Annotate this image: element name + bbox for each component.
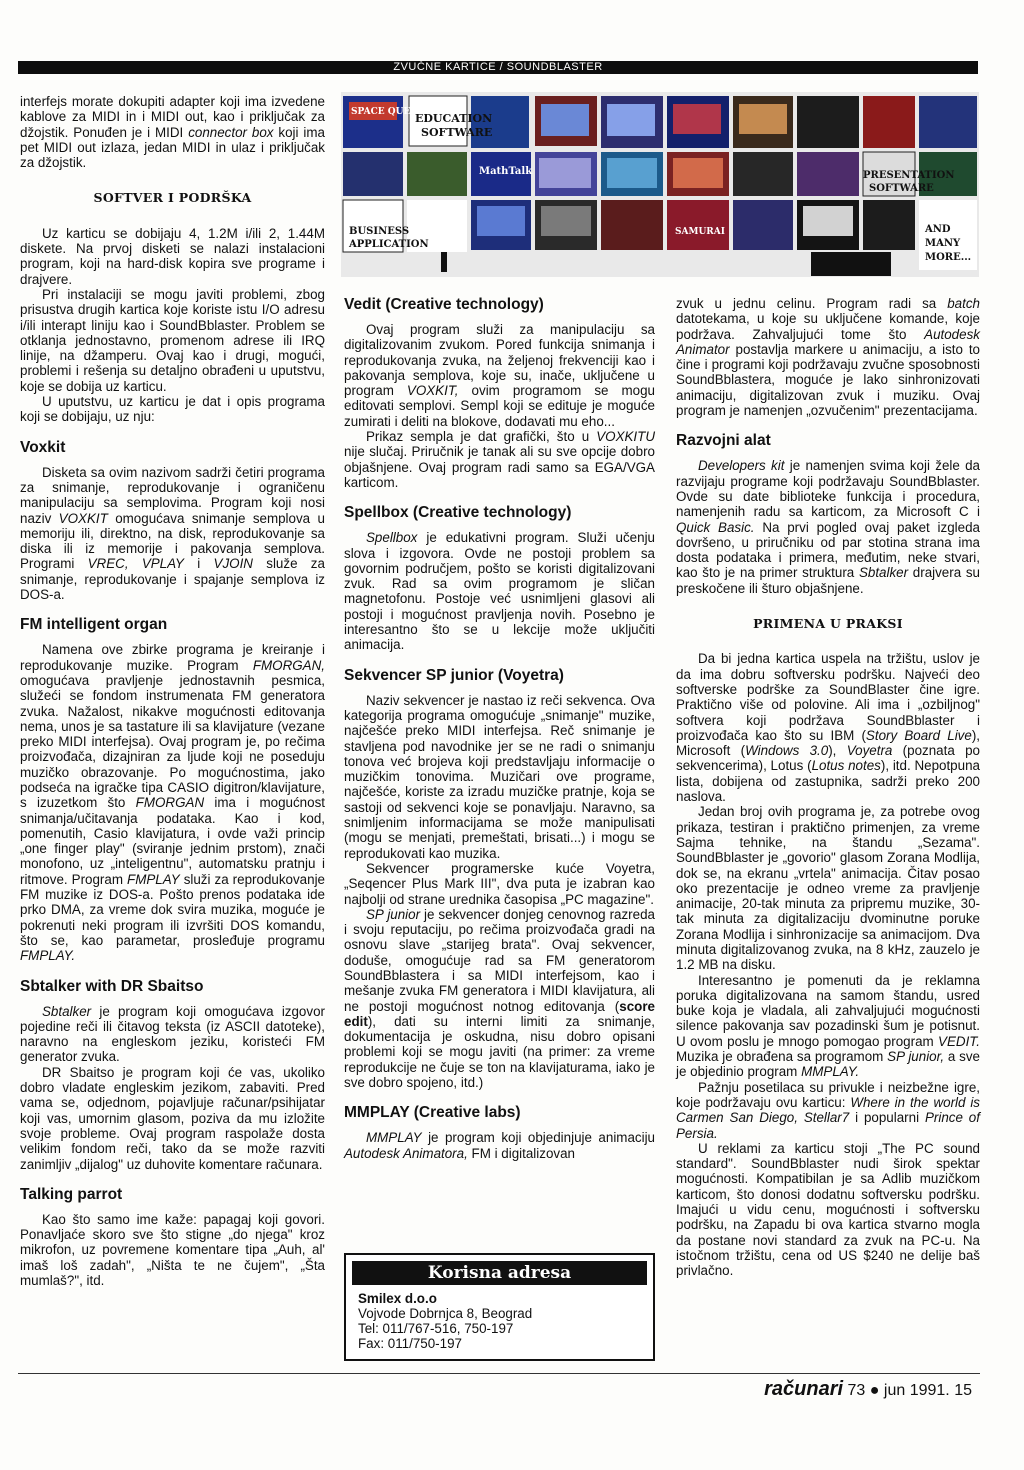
- paragraph: Uz karticu se dobijaju 4, 1.2M i/ili 2, 1.44M diskete. Na prvoj disketi se nalazi instalacioni program, koji na hard-disk kopira sve programe i drajvere.: [20, 225, 325, 287]
- section-heading-primena: PRIMENA U PRAKSI: [753, 616, 903, 632]
- collage-label-and-2: MANY: [925, 238, 961, 249]
- section-heading-softver: SOFTVER I PODRŠKA: [93, 190, 252, 206]
- column-2: [344, 296, 655, 1161]
- column-1: [20, 94, 325, 1288]
- collage-label-education-2: SOFTWARE: [421, 126, 493, 139]
- collage-label-presentation-1: PRESENTATION: [863, 170, 955, 181]
- collage-box-space-quest: SPACE QUEST: [351, 107, 424, 117]
- paragraph: interfejs morate dokupiti adapter koji ima izvedene kablove za MIDI in i MIDI out, kao i priključak za džojstik. Ponuđen je i MIDI connector box koji ima pet MIDI out izlaza, jedan MIDI in ulaz i priključak za džojstik.: [20, 94, 325, 171]
- heading-sekvencer: Sekvencer SP junior (Voyetra): [344, 666, 564, 684]
- address-box: [344, 1253, 655, 1361]
- footer-rule: [18, 1373, 980, 1374]
- collage-box-samurai: SAMURAI: [675, 227, 725, 237]
- paragraph: Developers kit je namenjen svima koji žele da razvijaju programe koji podržavaju SoundBblaster. Ovde su date biblioteke funkcija i procedura, namenjenih radu sa karticom, za Microsoft C i Quick Basic. Na prvi pogled ovaj paket izgleda dovršeno, u priručniku od par stotina strana ima dosta podataka i primera, međutim, neke stvari, kao što je na primer struktura Sbtalker drajvera su preskočene ili šturo objašnjene.: [676, 458, 981, 596]
- paragraph: Namena ove zbirke programa je kreiranje i reprodukovanje muzike. Program FMORGAN, omogućava pravljenje jednostavnih pesmica, služeći se fondom instrumenata FM generatora zvuka. Nažalost, nikakve mogućnosti editovanja nema, unos je sa tastature ili sa klavijature (vezane preko MIDI interfejsa). Ovaj program je, po rečima proizvođača, dizajniran za ljude koji ne poseduju muzičko obrazovanje. Po mogućnostima, jako podseća na igračke tipa CASIO digitron/klavijature, s izuzetkom što FMORGAN ima i mogućnost snimanja/učitavanja podataka. Kao i kod, pomenutih, Casio klavijatura, i ovde važi princip „one finger play" (sviranje jednim prstom), znači monofono, uz „inteligentnu", automatsku pratnju i ritmove. Program FMPLAY služi za reprodukovanje FM muzike iz DOS-a. Pošto prenos podataka ide prko DMA, za vreme dok svira muzika, moguće je pokrenuti neki program ili izvršiti DOS komandu, što se, kao parametar, prosleđuje programu FMPLAY.: [20, 642, 325, 964]
- collage-box-mathtalk: MathTalk: [479, 166, 533, 177]
- paragraph: U uputstvu, uz karticu je dat i opis programa koji se dobijaju, uz nju:: [20, 394, 325, 425]
- paragraph: Jedan broj ovih programa je, za potrebe ovog prikaza, testiran i praktično primenjen, za vreme Sajma tehnike, na štandu „Sezama". SoundBblaster je „govorio" glasom Zorana Modlija, dok se, na ekranu „vrtela" animacija. Čitav posao oko prezentacije je odneo vreme za pravljenje animacije, 20-tak minuta za pripremu muzike, 30-tak minuta za digitalizaciju dvominutne poruke Zorana Modlija i sinhronizacije sa animacijom. Dva minuta digitalizovanog zvuka, na 8 kHz, zauzelo je 1.2 MB na disku.: [676, 804, 980, 973]
- collage-image: [341, 92, 979, 277]
- paragraph: Pažnju posetilaca su privukle i neizbežne igre, koje podržavaju ovu karticu: Where in the world is Carmen San Diego, Stellar7 i popularni Prince of Persia.: [676, 1079, 980, 1141]
- collage-label-business-2: APPLICATION: [349, 239, 429, 250]
- company-name: Smilex d.o.o: [358, 1291, 437, 1306]
- heading-razvojni-alat: Razvojni alat: [676, 432, 771, 450]
- paragraph: Spellbox je edukativni program. Služi učenju slova i izgovora. Ovde ne postoji problem sa govornim područjem, pošto se koristi digitalizovani zvuk. Rad sa ovim programom je sličan magnetofonu. Postoje već usnimljeni glasovi ali postoji i mogućnost pravljenja novih. Posebno je interesantno što se u lekcije može uključiti animacija.: [344, 530, 655, 653]
- paragraph: Interesantno je pomenuti da je reklamna poruka digitalizovana na samom štandu, usred buke koja je vladala, ali zahvaljujući mogućnosti silence pakovanja sav pozadinski šum je potisnut. U ovom poslu je mnogo pomogao program VEDIT. Muzika je obrađena sa programom SP junior, a sve je objedinio program MMPLAY.: [676, 972, 980, 1080]
- heading-voxkit: Voxkit: [20, 438, 66, 456]
- paragraph: U reklami za karticu stoji „The PC sound standard". SoundBblaster nudi širok spektar mogućnosti. Kompatibilan je sa Adlib muzičkom karticom, što donosi dodatnu softversku podršku. Imajući u vidu cenu, mogućnosti i softversku podršku, na Zapadu bi ova kartica stvarno mogla da postane novi standard za zvuk na PC-u. Na istočnom tržištu, cena od US $240 ne delije baš privlačno.: [676, 1140, 980, 1279]
- telephone: Tel: 011/767-516, 750-197: [358, 1321, 514, 1336]
- paragraph: Pri instalaciji se mogu javiti problemi, zbog prisustva drugih kartica koje koriste istu I/O adresu i/ili interapt liniju kao i SoundBblaster. Problem se otklanja jednostavno, promenom adrese ili IRQ linije, na džamperu. Ovaj kao i drugi, mogući, problemi i rešenja su detaljno obrađeni u uputstvu, koje se dobija uz karticu.: [20, 286, 325, 394]
- paragraph: Disketa sa ovim nazivom sadrži četiri programa za snimanje, reprodukovanje i ograničenu manipulaciju sa semplovima. Program koji nosi naziv VOXKIT omogućava snimanje semplova u memoriju ili, direktno, na disk, reprodukovanje sa diska ili iz memorije i pakovanja semplova. Programi VREC, VPLAY i VJOIN služe za snimanje, reprodukovanje i spajanje semplova iz DOS-a.: [20, 464, 325, 603]
- paragraph: SP junior je sekvencer donjeg cenovnog razreda i svoju reputaciju, po rečima proizvođača gradi na osnovu slave „starijeg brata". Ovaj sekvencer, doduše, omogućuje rad sa FM generatorom SoundBblastera i sa MIDI interfejsom, kao i mešanje zvuka FM generatora i MIDI klavijatura, ali ne postoji mogućnost notnog editovanja (score edit), dati su interni limiti za snimanje, dokumentacija je oskudna, nisu dobro opisani problemi koji se mogu javiti (na primer: za vreme reprodukcije ne čuje se ton na klavijaturama, iako je sve dobro spojeno, itd.): [344, 906, 655, 1091]
- section-title: ZVUČNE KARTICE / SOUNDBLASTER: [393, 61, 603, 73]
- paragraph: Sekvencer programerske kuće Voyetra, „Seqencer Plus Mark III", dva puta je izabran kao najbolji od strane urednika časopisa „PC magazine".: [344, 860, 655, 907]
- collage-label-and-3: MORE...: [925, 252, 972, 263]
- paragraph: zvuk u jednu celinu. Program radi sa batch datotekama, u koje su uključene komande, koje podržava. Zahvaljujući tome što Autodesk Animator postavlja markere u animaciju, a isto to čine i programi koji podržavaju zvučne sposobnosti SoundBblastera, moguće je lako sinhronizovati animaciju, digitalizovan zvuk i muziku. Ovaj program je namenjen „ozvučenim" prezentacijama.: [676, 296, 980, 419]
- address-lines: [346, 1285, 653, 1351]
- column-3: [676, 296, 980, 1279]
- collage-label-business-1: BUSINESS: [349, 226, 410, 237]
- paragraph: Ovaj program služi za manipulaciju sa digitalizovanim zvukom. Pored funkcija snimanja i reprodukovanja zvuka, na željenoj frekvenciji kao i pakovanja semplova, koje su, inače, uključene u program VOXKIT, ovim programom se mogu editovati semplovi. Sempl koji se edituje je moguće zumirati i deliti na blokove, dodavati mu eho...: [344, 322, 655, 429]
- heading-talking-parrot: Talking parrot: [20, 1185, 123, 1203]
- fax: Fax: 011/750-197: [358, 1336, 462, 1351]
- page-number: 15: [954, 1382, 972, 1399]
- footer-bullet: ●: [869, 1382, 880, 1399]
- paragraph: DR Sbaitso je program koji će vas, ukoliko dobro vladate engleskim jezikom, zabaviti. Pred vama se, odjednom, pojavljuje računar/psihijatar koji vas, umornim glasom, poziva da mu izložite svoje probleme. Ovaj program raspolaže dosta velikim fondom reči, tako da se može razviti zanimljiv „dijalog" uz duhovite komentare računara.: [20, 1064, 325, 1172]
- issue-date: jun 1991.: [883, 1382, 950, 1399]
- heading-mmplay: MMPLAY (Creative labs): [344, 1104, 521, 1122]
- paragraph: Kao što samo ime kaže: papagaj koji govori. Ponavljaće skoro sve što stigne „do njega" kroz mikrofon, uz povremene komentare tipa „Auh, al' imaš loš zadah", „Ništa te ne čujem", „Šta mumlaš?", itd.: [20, 1211, 325, 1288]
- paragraph: MMPLAY je program koji objedinjuje animaciju Autodesk Animatora, FM i digitalizovan: [344, 1130, 655, 1161]
- heading-spellbox: Spellbox (Creative technology): [344, 504, 572, 522]
- street-address: Vojvode Dobrnjca 8, Beograd: [358, 1306, 533, 1321]
- heading-sbtalker: Sbtalker with DR Sbaitso: [20, 977, 204, 995]
- collage-label-presentation-2: SOFTWARE: [869, 183, 934, 194]
- address-box-title: Korisna adresa: [352, 1261, 647, 1285]
- paragraph: Naziv sekvencer je nastao iz reči sekvenca. Ova kategorija programa omogućuje „snimanje" muzike, najčešće preko MIDI interfejsa. Reč snimanje je stavljena pod navodnike jer se ne radi o snimanju tonova već brojeva koji predstavljaju informacije o muzičkim tonovima. Muzičari ove programe, najčešće, koriste za izradu muzičke pratnje, koja se sastoji od sekvenci koje se ponavljaju. Naravno, sa snimljenim informacijama se može manipulisati (mogu se menjati, premeštati, brisati...) i mogu se reprodukovati kao muzika.: [344, 692, 655, 861]
- issue-number: 73: [847, 1382, 866, 1399]
- paragraph: Da bi jedna kartica uspela na tržištu, uslov je da ima dobru softversku podršku. Najveći deo softverske podrške za SoundBlaster čine igre. Praktično više od polovine. Ali ima i „ozbiljnog" softvera koji podržava SoundBblaster i proizvođača kao što su IBM (Story Board Live), Microsoft (Windows 3.0), Voyetra (poznata po sekvencerima), Lotus (Lotus notes), itd. Nepotpuna lista, dobijena od zastupnika, sadrži preko 200 naslova.: [676, 651, 980, 805]
- collage-label-and-1: AND: [925, 224, 951, 235]
- collage-label-education-1: EDUCATION: [415, 112, 493, 125]
- paragraph: Prikaz sempla je dat grafički, što u VOXKITU nije slučaj. Priručnik je tanak ali su sve opcije dobro objašnjene. Ovaj program radi samo sa EGA/VGA karticom.: [344, 429, 655, 490]
- heading-vedit: Vedit (Creative technology): [344, 296, 544, 313]
- section-header-bar: [18, 61, 978, 74]
- software-collage: [341, 92, 979, 277]
- magazine-name: računari: [764, 1378, 844, 1400]
- page-footer: [764, 1378, 972, 1401]
- heading-fm-organ: FM intelligent organ: [20, 616, 168, 634]
- paragraph: Sbtalker je program koji omogućava izgovor pojedine reči ili čitavog teksta (iz ASCII datoteke), naravno na engleskom jeziku, koristeći FM generator zvuka.: [20, 1003, 325, 1065]
